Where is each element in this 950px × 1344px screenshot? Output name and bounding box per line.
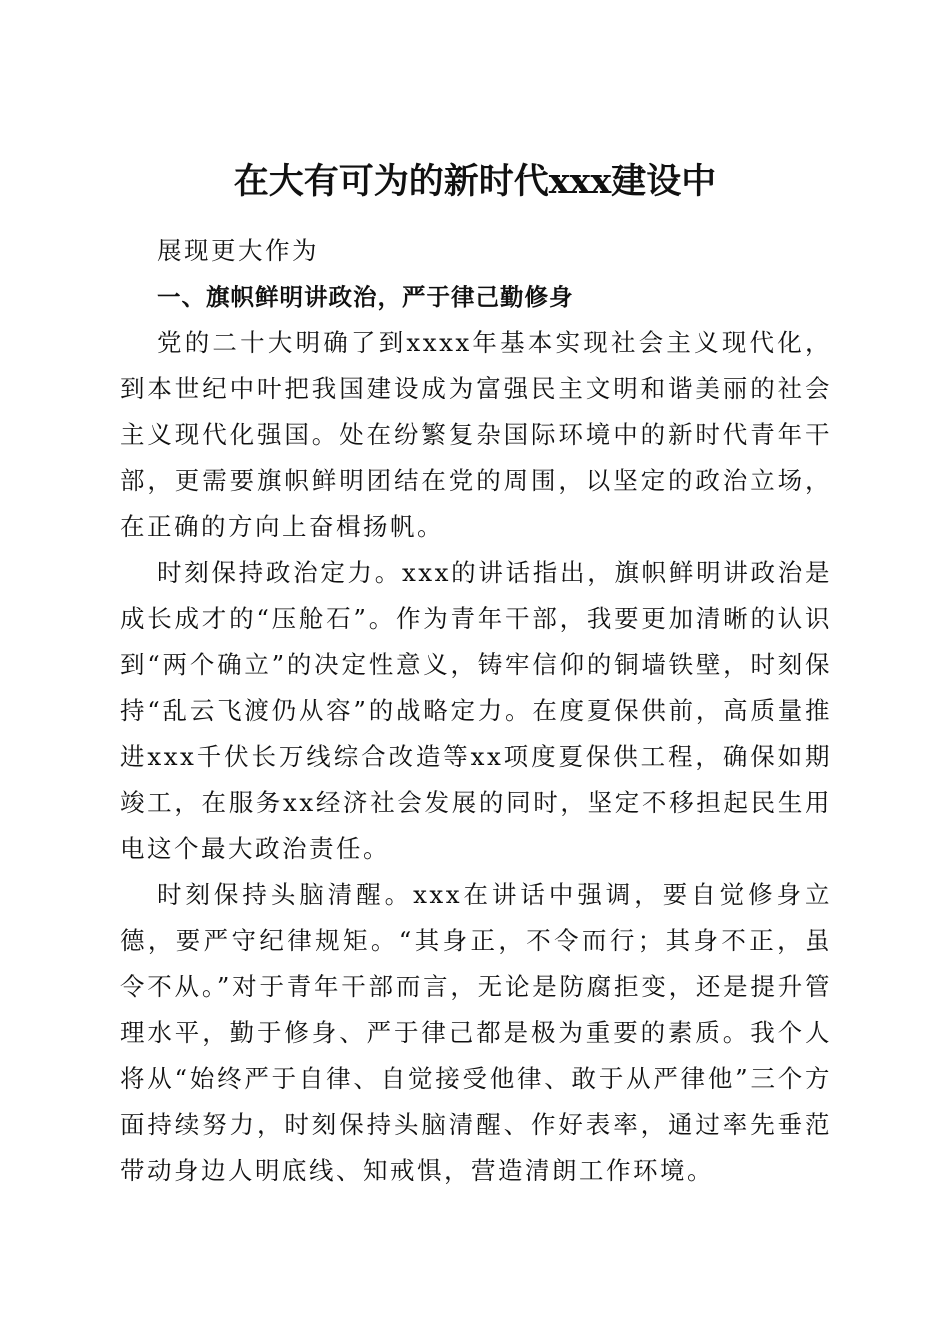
body-paragraph: 时刻保持政治定力。xxx的讲话指出，旗帜鲜明讲政治是成长成才的“压舱石”。作为青年干部，我要更加清晰的认识到“两个确立”的决定性意义，铸牢信仰的铜墙铁壁，时刻保持“乱云飞渡仍从容”的战略定力。在度夏保供前，高质量推进xxx千伏长万线综合改造等xx项度夏保供工程，确保如期竣工，在服务xx经济社会发展的同时，坚定不移担起民生用电这个最大政治责任。 — [120, 558, 832, 863]
document-title: 在大有可为的新时代xxx建设中 — [233, 161, 717, 203]
subtitle-line: 展现更大作为 — [157, 236, 319, 265]
body-paragraph: 时刻保持头脑清醒。xxx在讲话中强调，要自觉修身立德，要严守纪律规矩。“其身正，不令而行；其身不正，虽令不从。”对于青年干部而言，无论是防腐拒变，还是提升管理水平，勤于修身、严于律己都是极为重要的素质。我个人将从“始终严于自律、自觉接受他律、敢于从严律他”三个方面持续努力，时刻保持头脑清醒、作好表率，通过率先垂范带动身边人明底线、知戒惧，营造清朗工作环境。 — [120, 880, 832, 1185]
section-heading: 一、旗帜鲜明讲政治，严于律己勤修身 — [157, 283, 574, 311]
body-paragraph: 党的二十大明确了到xxxx年基本实现社会主义现代化，到本世纪中叶把我国建设成为富强民主文明和谐美丽的社会主义现代化强国。处在纷繁复杂国际环境中的新时代青年干部，更需要旗帜鲜明团结在党的周围，以坚定的政治立场，在正确的方向上奋楫扬帆。 — [120, 328, 832, 541]
document-body — [120, 228, 832, 1194]
